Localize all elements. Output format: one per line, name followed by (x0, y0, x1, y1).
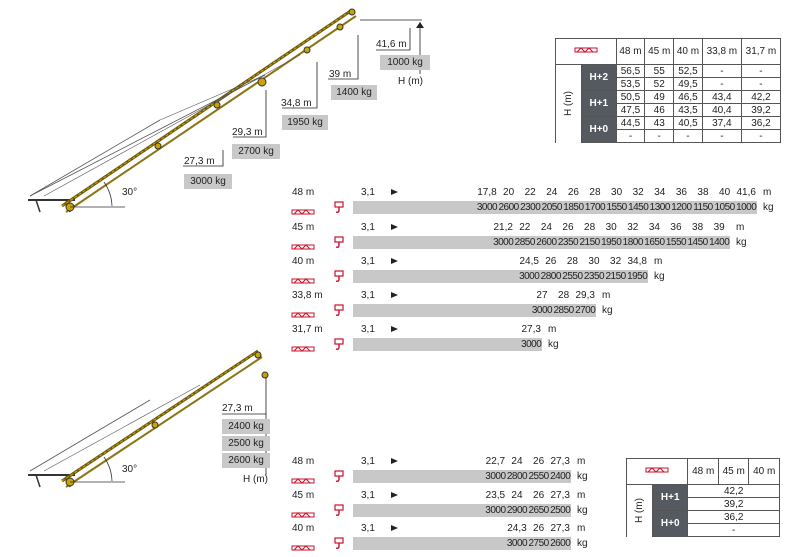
radius-value: 26 (562, 222, 574, 233)
load-value: 1550 (665, 237, 687, 248)
radius-value: 24,5 (519, 256, 539, 267)
radius-value: 26 (567, 187, 579, 198)
table-cell: 40,4 (702, 104, 741, 117)
table-cell: - (645, 130, 674, 143)
load-value: 2150 (579, 237, 600, 248)
unit-m: m (577, 456, 586, 467)
load-value: 2850 (514, 237, 535, 248)
hook-icon (334, 201, 343, 214)
load-value: 3000 (493, 237, 514, 248)
table-cell: - (616, 130, 645, 143)
table-cell: - (741, 65, 780, 78)
load-value: 2050 (541, 202, 562, 213)
jib-length-label: 33,8 m (292, 290, 323, 301)
arrow-icon (391, 292, 398, 298)
table-cell: - (702, 78, 741, 91)
jib-length-label: 45 m (292, 490, 315, 501)
angle-label-top: 30° (122, 187, 138, 198)
column-header: 33,8 m (702, 39, 741, 65)
load-bar (353, 338, 542, 351)
unit-kg: kg (577, 538, 588, 549)
load-value: 1700 (584, 202, 606, 213)
tip-load-4: 2700 kg (232, 144, 280, 159)
table-cell: 36,2 (688, 511, 780, 524)
radius-value: 28 (589, 187, 601, 198)
table-cell: - (688, 524, 780, 537)
radius-value: 28 (566, 256, 578, 267)
load-value: 2600 (498, 202, 519, 213)
trolley-icon (291, 272, 315, 279)
arrow-icon (391, 458, 398, 464)
unit-kg: kg (577, 505, 588, 516)
column-header: 40 m (749, 459, 780, 485)
group-label: H+0 (582, 117, 617, 143)
table-cell: 55 (645, 65, 674, 78)
start-radius: 3,1 (361, 256, 375, 267)
trolley-icon (291, 472, 315, 479)
radius-value: 24,3 (507, 523, 527, 534)
load-value: 2800 (506, 471, 528, 482)
radius-value: 22 (524, 187, 536, 198)
radius-value: 34 (654, 187, 666, 198)
load-value: 2550 (562, 271, 583, 282)
height-table-bottom (626, 458, 780, 537)
table-cell: 37,4 (702, 117, 741, 130)
start-radius: 3,1 (361, 290, 375, 301)
load-value: 1150 (693, 202, 713, 213)
load-value: 2650 (528, 505, 549, 516)
angle-label-bottom: 30° (122, 464, 138, 475)
tip-load-2: 1400 kg (331, 85, 377, 100)
load-value: 3000 (531, 305, 553, 316)
column-header: 48 m (688, 459, 719, 485)
bottom-load-3: 2600 kg (222, 453, 270, 468)
table-cell: 53,5 (616, 78, 645, 91)
radius-value: 32 (627, 222, 639, 233)
start-radius: 3,1 (361, 324, 375, 335)
radius-value: 36 (670, 222, 682, 233)
radius-value: 23,5 (485, 490, 506, 501)
hook-icon (334, 270, 343, 283)
jib-length-label: 48 m (292, 456, 315, 467)
load-value: 2900 (506, 505, 528, 516)
table-cell: 39,2 (741, 104, 780, 117)
trolley-icon (291, 539, 315, 546)
table-cell: 43,4 (702, 91, 741, 104)
hook-icon (334, 338, 343, 351)
radius-value: 20 (503, 187, 515, 198)
load-value: 1400 (709, 237, 730, 248)
radius-value: 22 (519, 222, 531, 233)
column-header: 31,7 m (741, 39, 780, 65)
unit-m: m (602, 290, 611, 301)
load-value: 1650 (644, 237, 665, 248)
trolley-icon (291, 238, 315, 245)
radius-value: 32 (610, 256, 622, 267)
hook-icon (334, 537, 343, 550)
load-value: 3000 (519, 271, 540, 282)
table-cell: - (674, 130, 703, 143)
tip-load-5: 3000 kg (184, 174, 232, 189)
load-value: 3000 (485, 471, 506, 482)
load-value: 1300 (649, 202, 670, 213)
h-axis-cell (556, 65, 582, 143)
crane-diagram-top (0, 0, 440, 235)
h-axis-cell (627, 485, 653, 537)
tip-load-3: 1950 kg (282, 115, 328, 130)
radius-value: 27,3 (521, 324, 541, 335)
start-radius: 3,1 (361, 490, 375, 501)
radius-value: 27,3 (550, 456, 570, 467)
table-cell: 36,2 (741, 117, 780, 130)
radius-value: 30 (611, 187, 623, 198)
table-cell: 47,5 (616, 104, 645, 117)
radius-value: 27,3 (550, 523, 570, 534)
load-value: 1850 (563, 202, 584, 213)
load-value: 1450 (628, 202, 649, 213)
table-cell: 49,5 (674, 78, 703, 91)
table-cell: 46 (645, 104, 674, 117)
load-value: 2800 (540, 271, 561, 282)
load-value: 2350 (583, 271, 605, 282)
radius-value: 29,3 (575, 290, 595, 301)
table-cell: 40,5 (674, 117, 703, 130)
load-value: 1550 (606, 202, 627, 213)
tip-radius-4: 29,3 m (232, 127, 263, 138)
column-header: 45 m (645, 39, 674, 65)
radius-value: 22,7 (485, 456, 506, 467)
load-value: 2300 (520, 202, 541, 213)
table-cell: - (702, 130, 741, 143)
jib-length-label: 48 m (292, 187, 315, 198)
trolley-icon (291, 306, 315, 313)
arrow-icon (391, 224, 398, 230)
load-value: 1800 (622, 237, 643, 248)
load-value: 2600 (536, 237, 557, 248)
load-value: 1200 (671, 202, 692, 213)
h-axis-label: H (m) (563, 91, 574, 117)
unit-m: m (577, 523, 586, 534)
trolley-icon (291, 506, 315, 513)
radius-value: 24 (511, 456, 523, 467)
trolley-icon-header (556, 39, 617, 65)
unit-m: m (654, 256, 663, 267)
table-cell: 52 (645, 78, 674, 91)
unit-kg: kg (548, 339, 559, 350)
tip-radius-3: 34,8 m (281, 98, 312, 109)
load-value: 2500 (550, 505, 571, 516)
table-cell: - (702, 65, 741, 78)
hook-icon (334, 236, 343, 249)
table-cell: 42,2 (688, 485, 780, 498)
column-header: 45 m (718, 459, 749, 485)
start-radius: 3,1 (361, 523, 375, 534)
radius-value: 27 (536, 290, 548, 301)
radius-value: 24 (540, 222, 552, 233)
radius-value: 36 (675, 187, 687, 198)
arrow-icon (391, 258, 398, 264)
table-cell: 52,5 (674, 65, 703, 78)
radius-value: 32 (632, 187, 644, 198)
radius-value: 26 (533, 490, 545, 501)
h-label-top: H (m) (398, 76, 423, 87)
load-value: 3000 (476, 202, 498, 213)
jib-length-label: 40 m (292, 523, 315, 534)
unit-kg: kg (654, 271, 665, 282)
load-value: 2550 (528, 471, 549, 482)
bottom-load-1: 2400 kg (222, 419, 270, 434)
table-cell: - (741, 78, 780, 91)
unit-kg: kg (736, 237, 747, 248)
load-value: 2750 (528, 538, 549, 549)
load-value: 3000 (485, 505, 506, 516)
start-radius: 3,1 (361, 222, 375, 233)
arrow-icon (391, 189, 398, 195)
hook-icon (334, 470, 343, 483)
radius-value: 30 (605, 222, 617, 233)
radius-value: 30 (588, 256, 600, 267)
load-value: 2700 (575, 305, 596, 316)
start-radius: 3,1 (361, 456, 375, 467)
load-value: 1950 (627, 271, 648, 282)
table-cell: 56,5 (616, 65, 645, 78)
bottom-load-2: 2500 kg (222, 436, 270, 451)
radius-value: 28 (584, 222, 596, 233)
radius-value: 40 (719, 187, 731, 198)
radius-value: 26 (533, 456, 545, 467)
load-value: 2600 (550, 538, 571, 549)
radius-value: 34 (648, 222, 660, 233)
jib-length-label: 45 m (292, 222, 315, 233)
load-value: 2350 (557, 237, 579, 248)
column-header: 40 m (674, 39, 703, 65)
load-value: 3000 (506, 538, 528, 549)
unit-m: m (548, 324, 557, 335)
height-table-top (555, 38, 781, 143)
h-axis-label: H (m) (634, 498, 645, 524)
group-label: H+0 (653, 511, 688, 537)
load-value: 3000 (521, 339, 542, 350)
table-cell: 43 (645, 117, 674, 130)
hook-icon (334, 304, 343, 317)
jib-length-label: 40 m (292, 256, 315, 267)
radius-value: 41,6 (736, 187, 756, 198)
arrow-icon (391, 326, 398, 332)
unit-kg: kg (763, 202, 774, 213)
table-cell: - (741, 130, 780, 143)
radius-value: 17,8 (477, 187, 497, 198)
radius-value: 28 (558, 290, 570, 301)
table-cell: 50,5 (616, 91, 645, 104)
table-cell: 39,2 (688, 498, 780, 511)
trolley-icon (291, 340, 315, 347)
radius-value: 34,8 (627, 256, 647, 267)
radius-value: 27,3 (550, 490, 570, 501)
table-cell: 43,5 (674, 104, 703, 117)
load-value: 1450 (687, 237, 708, 248)
unit-m: m (763, 187, 772, 198)
column-header: 48 m (616, 39, 645, 65)
table-cell: 44,5 (616, 117, 645, 130)
table-cell: 46,5 (674, 91, 703, 104)
arrow-icon (391, 492, 398, 498)
unit-m: m (577, 490, 586, 501)
group-label: H+1 (653, 485, 688, 511)
load-value: 2400 (550, 471, 571, 482)
tip-load-1: 1000 kg (380, 55, 430, 70)
start-radius: 3,1 (361, 187, 375, 198)
radius-value: 24 (511, 490, 523, 501)
load-value: 1950 (601, 237, 622, 248)
h-label-bottom: H (m) (243, 474, 268, 485)
load-value: 2850 (553, 305, 574, 316)
trolley-icon-header (627, 459, 688, 485)
load-value: 2150 (605, 271, 626, 282)
tip-radius-2: 39 m (329, 69, 352, 80)
radius-value: 39 (713, 222, 725, 233)
radius-value: 24 (546, 187, 558, 198)
hook-icon (334, 504, 343, 517)
table-cell: 49 (645, 91, 674, 104)
radius-value: 38 (692, 222, 704, 233)
arrow-icon (391, 525, 398, 531)
group-label: H+2 (582, 65, 617, 91)
radius-value: 26 (533, 523, 545, 534)
group-label: H+1 (582, 91, 617, 117)
unit-kg: kg (602, 305, 613, 316)
tip-radius-1: 41,6 m (376, 39, 407, 50)
load-value: 1000 (736, 202, 757, 213)
load-value: 1050 (714, 202, 735, 213)
radius-value: 21,2 (493, 222, 513, 233)
jib-length-label: 31,7 m (292, 324, 323, 335)
trolley-icon (291, 203, 315, 210)
radius-value: 38 (697, 187, 709, 198)
tip-radius-5: 27,3 m (184, 156, 215, 167)
unit-m: m (736, 222, 745, 233)
unit-kg: kg (577, 471, 588, 482)
table-cell: 42,2 (741, 91, 780, 104)
bottom-radius: 27,3 m (222, 403, 253, 414)
radius-value: 26 (545, 256, 557, 267)
